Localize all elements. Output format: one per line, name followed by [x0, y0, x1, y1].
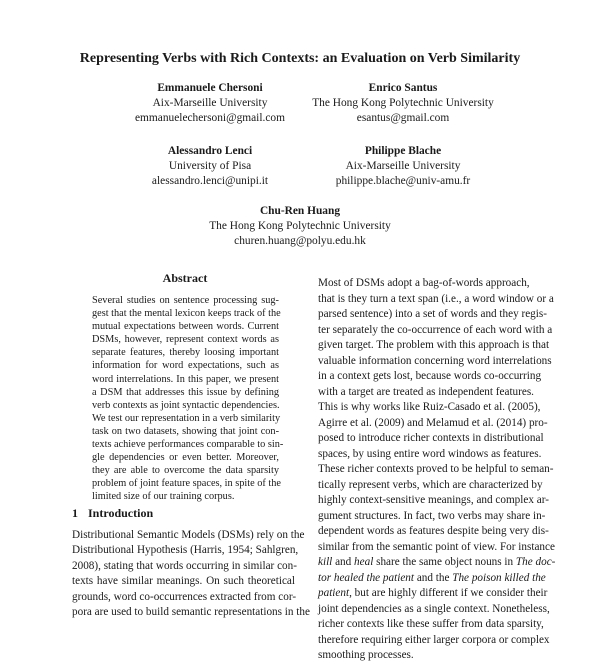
author-affiliation: University of Pisa — [168, 160, 252, 173]
author-affiliation: The Hong Kong Polytechnic University — [312, 97, 494, 110]
text-line — [306, 323, 553, 339]
text-line — [306, 431, 544, 447]
text-line: problem of joint feature spaces, in spite of the — [92, 478, 282, 490]
text-segment: joint dependencies as a single context. Nonetheless, — [318, 602, 550, 615]
abstract-heading: Abstract — [162, 271, 208, 285]
text-segment: richer contexts like these suffer from data sparsity, — [318, 618, 544, 630]
text-segment: , but are highly different if we consider their — [349, 587, 548, 599]
text-line — [306, 478, 543, 494]
text-line: gest that the mental lexicon keeps track of the — [92, 308, 281, 320]
text-line: Distributional Semantic Models (DSMs) rely on the — [72, 529, 305, 541]
section-number: 1 — [72, 506, 78, 520]
text-line: information for word expectations, such as — [92, 360, 279, 372]
text-line — [306, 400, 541, 416]
text-line: DSMs, however, represent context words as — [92, 334, 279, 346]
text-segment: The doc- — [515, 556, 556, 568]
author-name: Emmanuele Chersoni — [157, 82, 263, 94]
text-line — [306, 648, 529, 664]
text-segment: kill — [318, 556, 333, 568]
text-segment: ter separately the co-occurrence of each word with a — [318, 323, 553, 336]
text-line — [306, 292, 554, 308]
text-line: texts have similar meanings. On such theoretical — [72, 575, 295, 588]
text-line: pora are used to build semantic representations in the — [72, 606, 310, 619]
text-line — [306, 447, 542, 463]
text-segment: that is they turn a text span (i.e., a word window or a — [318, 292, 554, 305]
text-line: separate features, thereby loosing important — [92, 347, 279, 359]
right-column-body — [306, 276, 556, 664]
author-block — [283, 81, 523, 127]
text-line — [306, 524, 549, 540]
text-line — [306, 586, 548, 602]
text-line — [306, 602, 550, 618]
abstract-body — [92, 294, 284, 504]
author-name: Philippe Blache — [364, 145, 442, 157]
introduction-body — [72, 528, 310, 620]
text-line: Several studies on sentence processing sug- — [92, 295, 279, 306]
text-segment: Most of DSMs adopt a bag-of-words approach, — [318, 277, 530, 289]
text-segment: parsed sentence) into a set of words and they regis- — [318, 308, 547, 320]
text-segment: given target. The problem with this approach is that — [318, 339, 550, 351]
text-line — [306, 617, 544, 633]
author-email: emmanuelechersoni@gmail.com — [135, 112, 285, 125]
text-line: 2008), stating that words occurring in similar con- — [72, 559, 297, 572]
text-segment: spaces, by using entire word windows as features. — [318, 447, 542, 460]
text-segment: valuable information concerning word interrelations — [318, 354, 552, 367]
text-line — [306, 369, 542, 385]
section-title: Introduction — [88, 506, 154, 520]
paper-title: Representing Verbs with Rich Contexts: an Evaluation on Verb Similarity — [79, 51, 521, 66]
author-email: alessandro.lenci@unipi.it — [151, 175, 269, 188]
author-email: esantus@gmail.com — [356, 112, 450, 125]
author-name: Chu-Ren Huang — [259, 205, 341, 217]
text-segment: and — [332, 556, 355, 568]
text-segment: This is why works like Ruiz-Casado et al. (2005), — [318, 401, 541, 413]
author-block — [283, 144, 523, 190]
text-line: word interrelations. In this paper, we present — [92, 373, 279, 385]
text-segment: share the same object nouns in — [373, 556, 516, 568]
author-block — [180, 204, 420, 250]
text-segment: tically represent verbs, which are characterized by — [318, 478, 543, 491]
text-line — [306, 462, 554, 478]
text-line: Distributional Hypothesis (Harris, 1954; Sahlgren, — [72, 544, 299, 557]
text-line — [306, 354, 552, 370]
text-line — [306, 416, 548, 432]
author-affiliation: Aix-Marseille University — [345, 160, 461, 173]
text-line: they are able to overcome the data sparsity — [92, 465, 279, 477]
text-segment: with a target are treated as independent features. — [318, 385, 534, 398]
text-segment: in a context gets lost, because words co-occurring — [318, 370, 542, 382]
author-affiliation: Aix-Marseille University — [152, 97, 268, 110]
text-segment: patient — [318, 587, 350, 599]
text-line: a DSM that addresses this issue by defining — [92, 386, 279, 398]
text-line — [306, 509, 546, 525]
text-line — [306, 493, 549, 509]
text-segment: Agirre et al. (2009) and Melamud et al. (2014) pro- — [318, 416, 548, 429]
text-segment: smoothing processes. — [318, 649, 414, 661]
text-line — [306, 555, 556, 571]
text-line — [306, 571, 546, 587]
author-affiliation: The Hong Kong Polytechnic University — [209, 220, 391, 233]
text-segment: and the — [414, 571, 453, 584]
text-line — [306, 338, 550, 354]
text-line: grounds, word co-occurrences extracted from cor- — [72, 590, 297, 603]
author-email: churen.huang@polyu.edu.hk — [234, 235, 366, 248]
author-name: Alessandro Lenci — [167, 145, 253, 157]
text-segment: These richer contexts proved to be helpful to seman- — [318, 463, 554, 475]
text-line: mutual expectations between words. Current — [92, 321, 279, 333]
text-segment: highly context-sensitive meanings, and complex ar- — [318, 494, 549, 506]
text-segment: dependent words as features despite being very dis- — [318, 525, 549, 537]
text-segment: similar from the semantic point of view. For instance — [318, 540, 555, 553]
text-line — [306, 633, 550, 649]
section-heading — [72, 506, 153, 521]
text-line: texts achieve performances comparable to sin- — [92, 439, 284, 451]
text-line — [306, 276, 529, 292]
text-line: verb contexts as joint syntactic dependencies. — [92, 399, 280, 411]
text-line: We test our representation in a verb similarity — [92, 412, 281, 424]
text-segment: tor healed the patient — [318, 571, 415, 584]
author-name: Enrico Santus — [368, 82, 438, 94]
text-line: task on two datasets, showing that joint con- — [92, 425, 279, 437]
text-line — [306, 540, 555, 556]
author-email: philippe.blache@univ-amu.fr — [335, 175, 471, 188]
text-segment: posed to introduce richer contexts in distributional — [318, 432, 544, 444]
text-segment: therefore requiring either larger corpora or complex — [318, 633, 550, 646]
text-segment: gument structures. In fact, two verbs may share in- — [318, 509, 546, 522]
text-line — [306, 385, 534, 401]
text-line — [306, 307, 547, 323]
text-segment: The poison killed the — [452, 571, 546, 584]
text-line: gle dependencies or even better. Moreover, — [92, 452, 279, 464]
text-line: limited size of our training corpus. — [92, 491, 235, 503]
text-segment: heal — [354, 556, 374, 568]
